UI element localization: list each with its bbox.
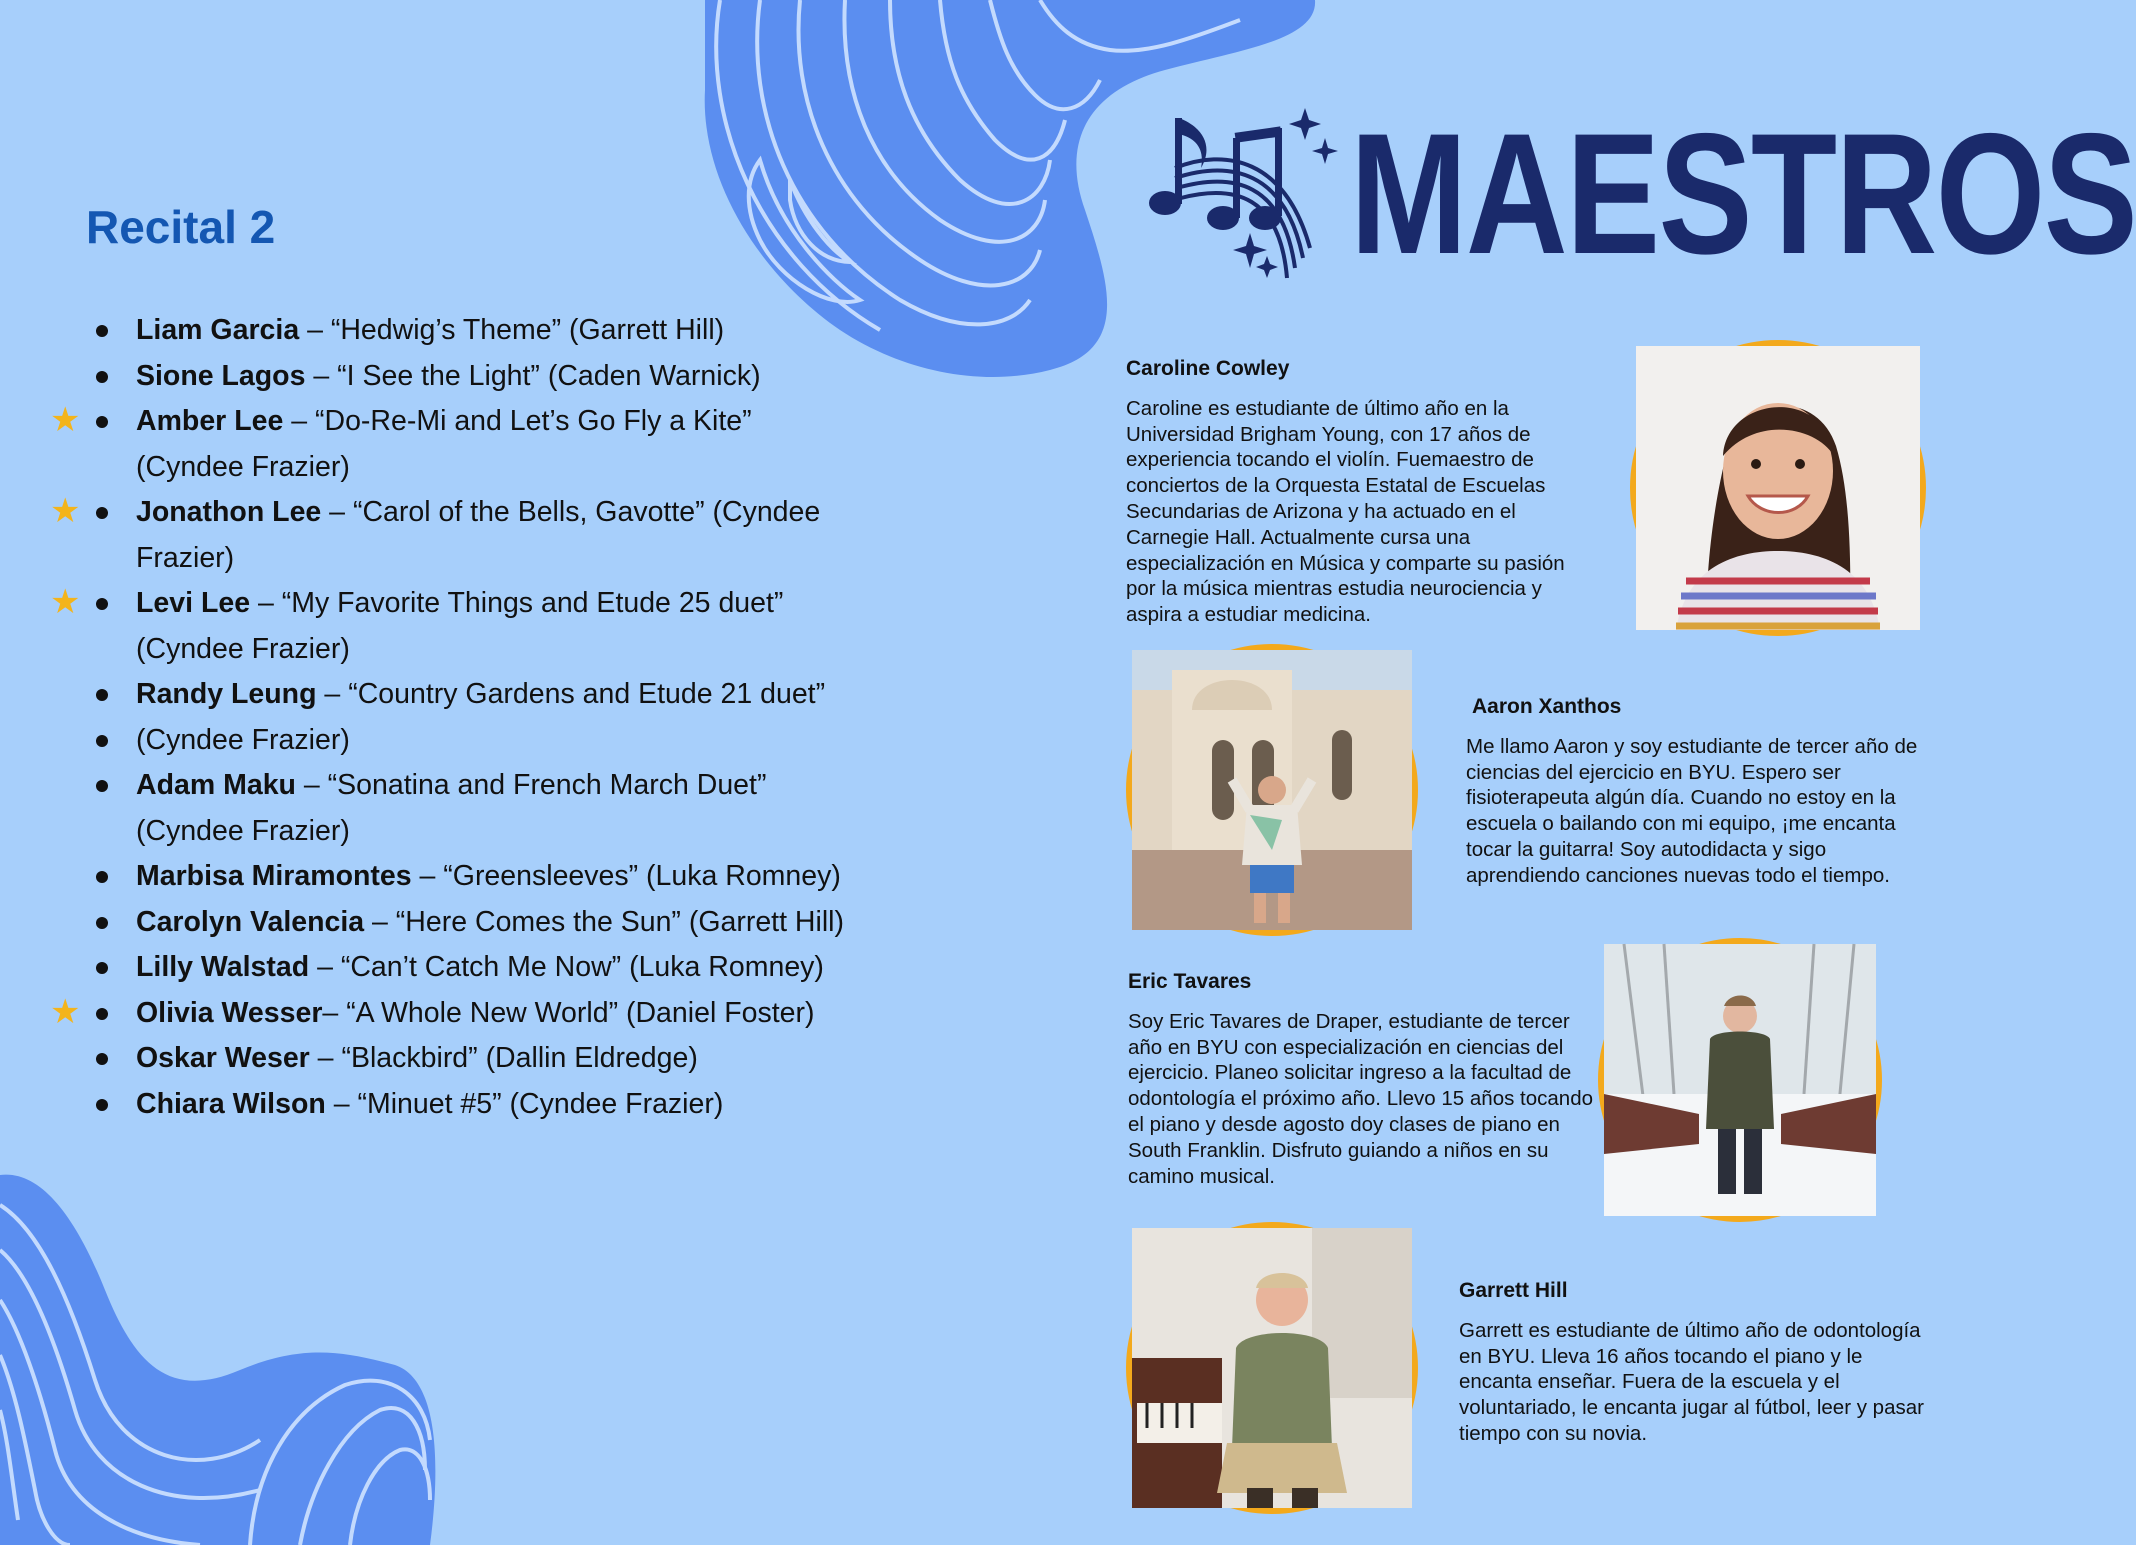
program-item — [86, 718, 846, 764]
bullet-icon — [96, 371, 108, 383]
program-item — [86, 354, 846, 400]
performer-name: Jonathon Lee — [136, 496, 322, 528]
music-notes-icon — [1135, 108, 1365, 288]
piece-and-teacher: – “My Favorite Things and Etude 25 duet” (Cyndee Frazier) — [136, 587, 784, 665]
teacher-description: Soy Eric Tavares de Draper, estudiante de tercer año en BYU con especialización en ciencias del ejercicio. Planeo solicitar ingreso a la facultad de odontología el próximo año. Llevo 15 años tocando el piano y desde agosto doy clases de piano en South Franklin. Disfruto guiando a niños en su camino musical. — [1128, 1009, 1594, 1188]
teacher-description: Me llamo Aaron y soy estudiante de tercer año de ciencias del ejercicio en BYU. Espero ser fisioterapeuta algún día. Cuando no estoy en la escuela o bailando con mi equipo, ¡me encanta tocar la guitarra! Soy autodidacta y sigo aprendiendo canciones nuevas todo el tiempo. — [1466, 734, 1918, 887]
teacher-photo-caroline — [1630, 340, 1926, 636]
program-item — [50, 399, 846, 490]
performer-name: Chiara Wilson — [136, 1087, 326, 1120]
star-icon: ★ — [50, 992, 81, 1031]
performer-name: Adam Maku — [136, 769, 296, 801]
piece-and-teacher: – “Greensleeves” (Luka Romney) — [411, 860, 841, 892]
recital-title: Recital 2 — [86, 201, 276, 253]
star-icon: ★ — [50, 492, 81, 530]
teacher-description: Caroline es estudiante de último año en la Universidad Brigham Young, con 17 años de experiencia tocando el violín. Fuemaestro de conciertos de la Orquesta Estatal de Escuelas Secundarias de Arizona y ha actuado en el Carnegie Hall. Actualmente cursa una especialización en Música y comparte su pasión por la música mientras estudia neurociencia y aspira a estudiar medicina. — [1126, 396, 1565, 627]
piece-and-teacher: (Cyndee Frazier) — [136, 723, 350, 756]
bullet-icon — [96, 871, 108, 883]
program-item — [86, 854, 846, 900]
bullet-icon — [96, 917, 108, 929]
teacher-name: Garrett Hill — [1459, 1279, 1568, 1302]
star-icon: ★ — [50, 583, 81, 621]
piece-and-teacher: – “Minuet #5” (Cyndee Frazier) — [325, 1087, 724, 1120]
bullet-icon — [96, 1099, 108, 1111]
maestros-logo — [1135, 98, 2136, 290]
piece-and-teacher: – “Carol of the Bells, Gavotte” (Cyndee Frazier) — [136, 496, 821, 574]
performer-name: Olivia Wesser — [136, 996, 323, 1029]
program-item — [50, 581, 846, 672]
program-item — [86, 945, 846, 991]
piece-and-teacher: – “Blackbird” (Dallin Eldredge) — [309, 1042, 698, 1074]
star-icon: ★ — [50, 401, 81, 439]
piece-and-teacher: – “Do-Re-Mi and Let’s Go Fly a Kite” (Cyndee Frazier) — [136, 405, 752, 483]
program-item — [86, 308, 846, 354]
page-title: MAESTROS — [1350, 98, 2136, 290]
program-item — [50, 991, 846, 1037]
piece-and-teacher: – “Hedwig’s Theme” (Garrett Hill) — [299, 314, 725, 346]
bullet-icon — [96, 780, 108, 792]
teacher-description: Garrett es estudiante de último año de odontología en BYU. Lleva 16 años tocando el piano y le encanta enseñar. Fuera de la escuela y el voluntariado, le encanta jugar al fútbol, leer y pasar tiempo con su novia. — [1459, 1318, 1924, 1445]
piece-and-teacher: – “I See the Light” (Caden Warnick) — [305, 359, 761, 392]
teacher-bio-4 — [1459, 1278, 1929, 1447]
teacher-bio-2 — [1466, 694, 1936, 889]
bullet-icon — [96, 962, 108, 974]
program-item — [86, 900, 846, 946]
teacher-name: Aaron Xanthos — [1472, 695, 1622, 718]
teacher-bio-1 — [1126, 356, 1596, 628]
piece-and-teacher: – “Country Gardens and Etude 21 duet” — [316, 678, 826, 710]
bullet-icon — [96, 1053, 108, 1065]
performer-name: Marbisa Miramontes — [136, 860, 412, 892]
teacher-name: Eric Tavares — [1128, 970, 1252, 993]
bullet-icon — [96, 735, 108, 747]
teacher-photo-garrett — [1126, 1222, 1418, 1514]
teacher-photo-aaron — [1126, 644, 1418, 936]
bullet-icon — [96, 1008, 108, 1020]
program-list — [50, 308, 846, 1127]
piece-and-teacher: – “Can’t Catch Me Now” (Luka Romney) — [309, 951, 824, 983]
performer-name: Carolyn Valencia — [136, 905, 365, 938]
performer-name: Levi Lee — [136, 587, 251, 619]
program-item — [86, 672, 846, 718]
program-item — [86, 763, 846, 854]
teacher-bio-3 — [1128, 969, 1598, 1189]
bullet-icon — [96, 325, 108, 337]
bullet-icon — [96, 507, 108, 519]
program-item — [86, 1036, 846, 1082]
piece-and-teacher: – “Here Comes the Sun” (Garrett Hill) — [364, 905, 845, 938]
performer-name: Lilly Walstad — [136, 951, 310, 983]
performer-name: Oskar Weser — [136, 1042, 310, 1074]
performer-name: Sione Lagos — [136, 359, 306, 392]
performer-name: Liam Garcia — [136, 314, 300, 346]
piece-and-teacher: – “A Whole New World” (Daniel Foster) — [322, 996, 815, 1029]
bullet-icon — [96, 689, 108, 701]
piece-and-teacher: – “Sonatina and French March Duet” (Cyndee Frazier) — [136, 769, 767, 847]
performer-name: Randy Leung — [136, 678, 317, 710]
teacher-name: Caroline Cowley — [1126, 357, 1290, 380]
program-item — [86, 1082, 846, 1128]
program-item — [50, 490, 846, 581]
teacher-photo-eric — [1598, 938, 1882, 1222]
bullet-icon — [96, 416, 108, 428]
performer-name: Amber Lee — [136, 405, 284, 437]
bullet-icon — [96, 598, 108, 610]
